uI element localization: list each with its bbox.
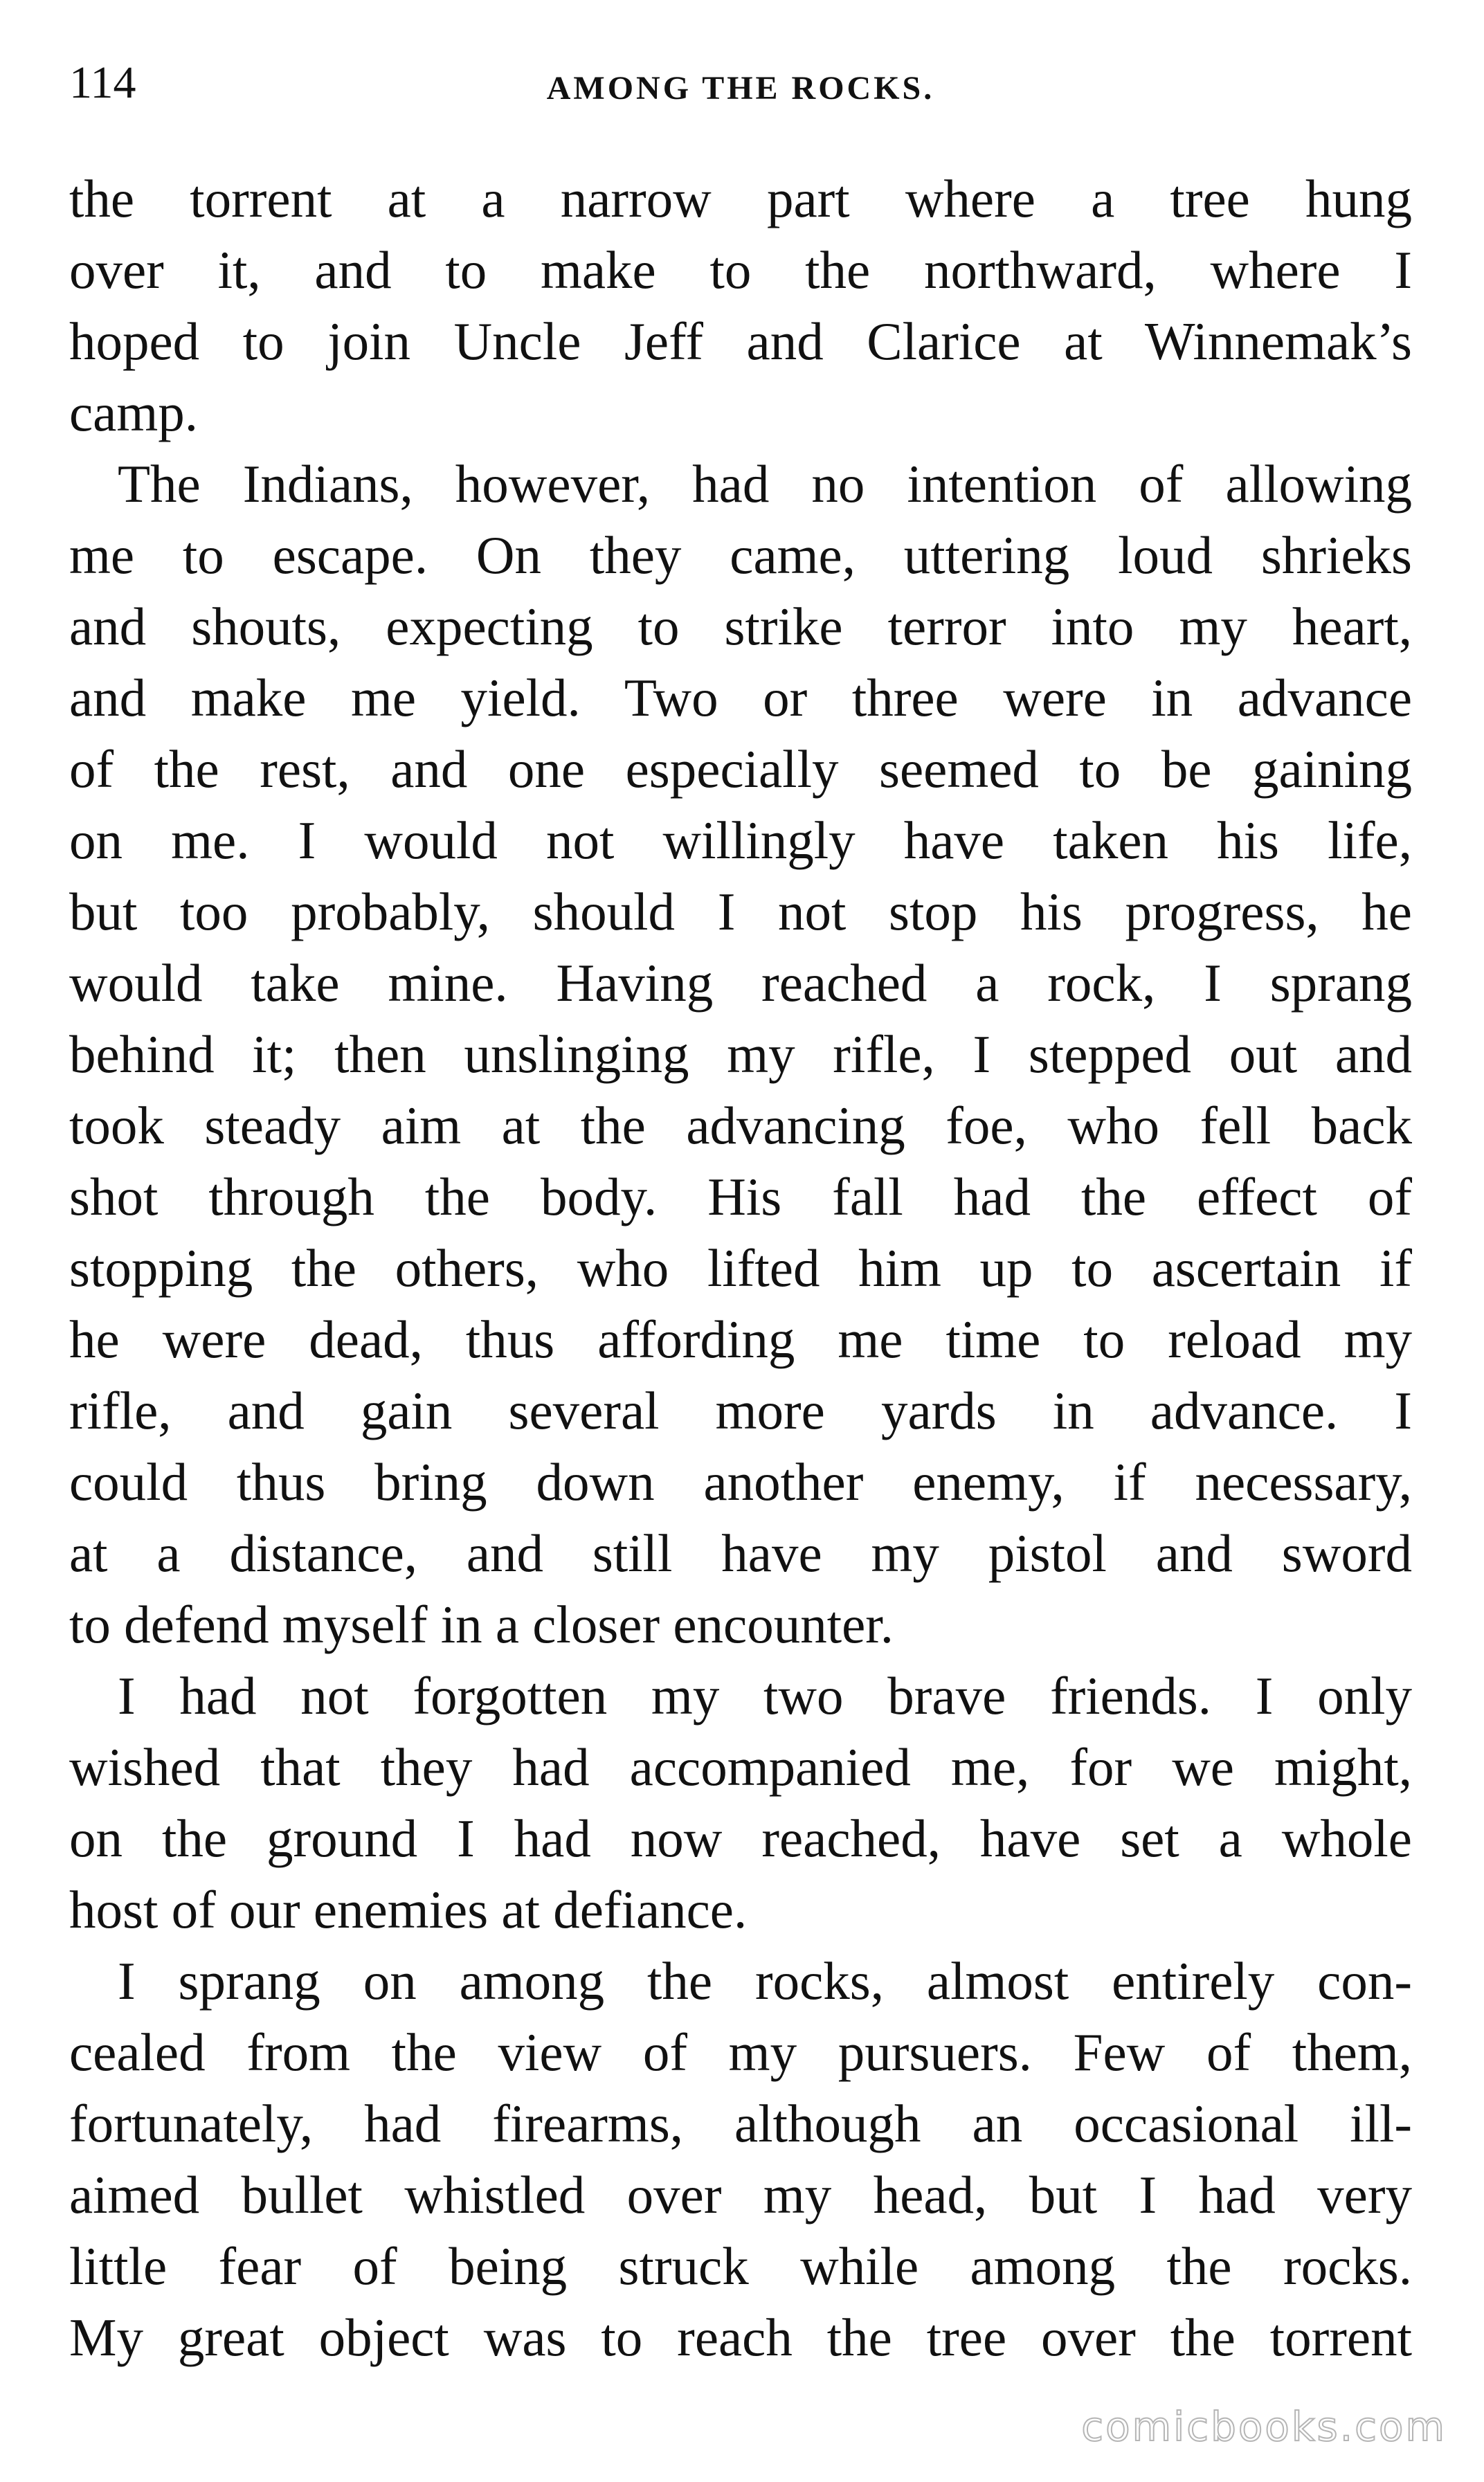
text-line: behind it; then unslinging my rifle, I stepped out and xyxy=(69,1024,1412,1084)
text-line: and shouts, expecting to strike terror into my heart, xyxy=(69,597,1412,656)
page-number: 114 xyxy=(69,57,136,108)
text-line: at a distance, and still have my pistol and sword xyxy=(69,1523,1412,1583)
text-line: of the rest, and one especially seemed to be gaining xyxy=(69,739,1412,799)
text-line: stopping the others, who lifted him up to ascertain if xyxy=(69,1238,1412,1298)
text-line: host of our enemies at defiance. xyxy=(69,1880,748,1939)
text-line: on the ground I had now reached, have set a whole xyxy=(69,1809,1412,1868)
text-line: over it, and to make to the northward, where I xyxy=(69,240,1412,300)
text-line: to defend myself in a closer encounter. xyxy=(69,1595,894,1654)
text-line: I had not forgotten my two brave friends. I only xyxy=(118,1666,1412,1725)
text-line: camp. xyxy=(69,383,198,442)
text-line: My great object was to reach the tree over the torrent xyxy=(69,2308,1412,2367)
text-line: I sprang on among the rocks, almost entirely con- xyxy=(118,1951,1412,2011)
running-head: AMONG THE ROCKS. xyxy=(546,70,935,107)
text-line: rifle, and gain several more yards in advance. I xyxy=(69,1381,1412,1440)
text-line: and make me yield. Two or three were in advance xyxy=(69,668,1412,727)
body-text xyxy=(69,163,1412,2373)
text-line: shot through the body. His fall had the effect of xyxy=(69,1167,1412,1226)
text-line: the torrent at a narrow part where a tree hung xyxy=(69,169,1412,228)
text-line: fortunately, had firearms, although an occasional ill- xyxy=(69,2094,1412,2153)
text-line: but too probably, should I not stop his progress, he xyxy=(69,882,1412,941)
text-line: me to escape. On they came, uttering loud shrieks xyxy=(69,525,1412,585)
text-line: took steady aim at the advancing foe, who fell back xyxy=(69,1096,1412,1155)
text-line: could thus bring down another enemy, if necessary, xyxy=(69,1452,1412,1512)
text-line: aimed bullet whistled over my head, but I had very xyxy=(69,2165,1412,2225)
text-line: little fear of being struck while among the rocks. xyxy=(69,2236,1412,2296)
text-line: on me. I would not willingly have taken his life, xyxy=(69,810,1412,870)
watermark: comicbooks.com xyxy=(1081,2403,1447,2450)
text-line: The Indians, however, had no intention of allowing xyxy=(118,454,1412,514)
text-line: would take mine. Having reached a rock, I sprang xyxy=(69,953,1412,1013)
text-line: hoped to join Uncle Jeff and Clarice at Winnemak’s xyxy=(69,311,1412,371)
text-line: he were dead, thus affording me time to reload my xyxy=(69,1310,1412,1369)
text-line: cealed from the view of my pursuers. Few of them, xyxy=(69,2022,1412,2082)
page-header xyxy=(69,48,1412,118)
text-line: wished that they had accompanied me, for we might, xyxy=(69,1737,1412,1797)
